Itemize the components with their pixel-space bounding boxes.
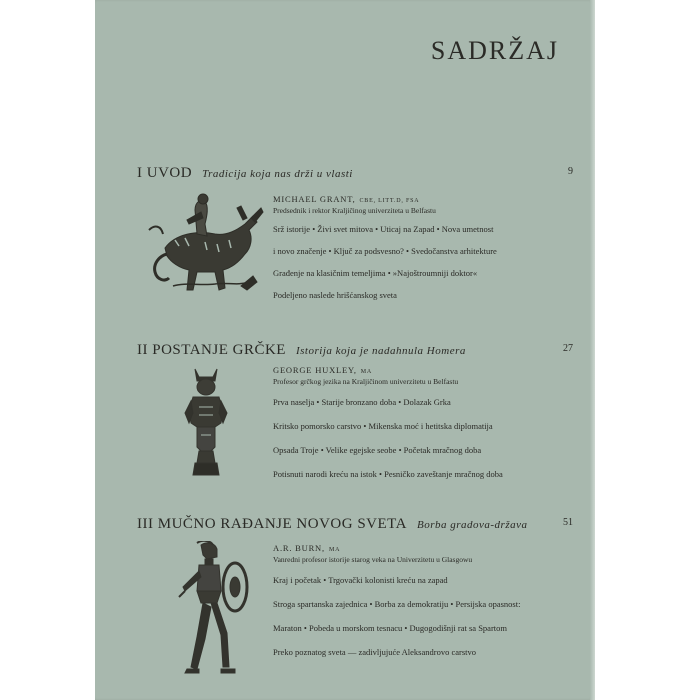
page-title: SADRŽAJ bbox=[430, 36, 559, 65]
author-name-text: MICHAEL GRANT, bbox=[273, 194, 356, 204]
chapter-heading bbox=[137, 515, 577, 533]
hoplite-warrior-illustration bbox=[177, 541, 259, 681]
chapter-heading bbox=[137, 341, 577, 359]
author-role: Vanredni profesor istorije starog veka na Univerzitetu u Glasgowu bbox=[273, 555, 473, 564]
author-role: Predsednik i rektor Kraljičinog univerziteta u Belfastu bbox=[273, 206, 436, 215]
topic-line: Srž istorije • Živi svet mitova • Uticaj na Zapad • Nova umetnost bbox=[273, 224, 494, 234]
author-role: Profesor grčkog jezika na Kraljičinom univerzitetu u Belfastu bbox=[273, 377, 459, 386]
chapter-2 bbox=[137, 341, 577, 479]
chapter-heading bbox=[137, 164, 577, 182]
chapter-page-number: 27 bbox=[563, 343, 573, 354]
author-name bbox=[273, 543, 340, 553]
topic-line: i novo značenje • Ključ za podsvesno? • Svedočanstva arhitekture bbox=[273, 246, 497, 256]
topic-line: Opsada Troje • Velike egejske seobe • Početak mračnog doba bbox=[273, 445, 482, 455]
page-edge bbox=[590, 0, 595, 700]
topic-line: Preko poznatog sveta — zadivljujuće Aleksandrovo carstvo bbox=[273, 647, 476, 657]
chapter-page-number: 9 bbox=[568, 166, 573, 177]
author-name-text: GEORGE HUXLEY, bbox=[273, 365, 357, 375]
author-credentials: MA bbox=[360, 369, 373, 375]
topic-line: Prva naselja • Starije bronzano doba • Dolazak Grka bbox=[273, 397, 451, 407]
chapter-subtitle: Tradicija koja nas drži u vlasti bbox=[202, 168, 353, 180]
topic-line: Kraj i početak • Trgovački kolonisti kreću na zapad bbox=[273, 575, 448, 585]
chapter-3 bbox=[137, 515, 577, 657]
chapter-subtitle: Borba gradova-država bbox=[416, 519, 528, 531]
topic-line: Građenje na klasičnim temeljima • »Najoštroumniji doktor« bbox=[273, 268, 478, 278]
europa-bull-illustration bbox=[145, 190, 267, 300]
chapter-subtitle: Istorija koja je nadahnula Homera bbox=[295, 345, 466, 357]
chapter-title: III MUČNO RAĐANJE NOVOG SVETA bbox=[137, 516, 407, 532]
chapter-1 bbox=[137, 164, 577, 300]
chapter-title: II POSTANJE GRČKE bbox=[137, 342, 286, 358]
topic-line: Podeljeno naslede hrišćanskog sveta bbox=[273, 290, 397, 300]
chapter-page-number: 51 bbox=[563, 517, 573, 528]
topic-line: Maraton • Pobeda u morskom tesnacu • Dugogodišnji rat sa Spartom bbox=[273, 623, 507, 633]
author-name bbox=[273, 365, 372, 375]
author-name-text: A.R. BURN, bbox=[273, 543, 325, 553]
book-page bbox=[95, 0, 595, 700]
author-credentials: CBE, LITT.D, FSA bbox=[359, 198, 420, 204]
bronze-idol-illustration bbox=[181, 367, 231, 479]
topic-line: Kritsko pomorsko carstvo • Mikenska moć i hetitska diplomatija bbox=[273, 421, 493, 431]
chapter-title: I UVOD bbox=[137, 165, 193, 181]
author-name bbox=[273, 194, 419, 204]
topic-line: Stroga spartanska zajednica • Borba za demokratiju • Persijska opasnost: bbox=[273, 599, 521, 609]
topic-line: Potisnuti narodi kreću na istok • Pesničko zaveštanje mračnog doba bbox=[273, 469, 503, 479]
author-credentials: MA bbox=[328, 547, 341, 553]
